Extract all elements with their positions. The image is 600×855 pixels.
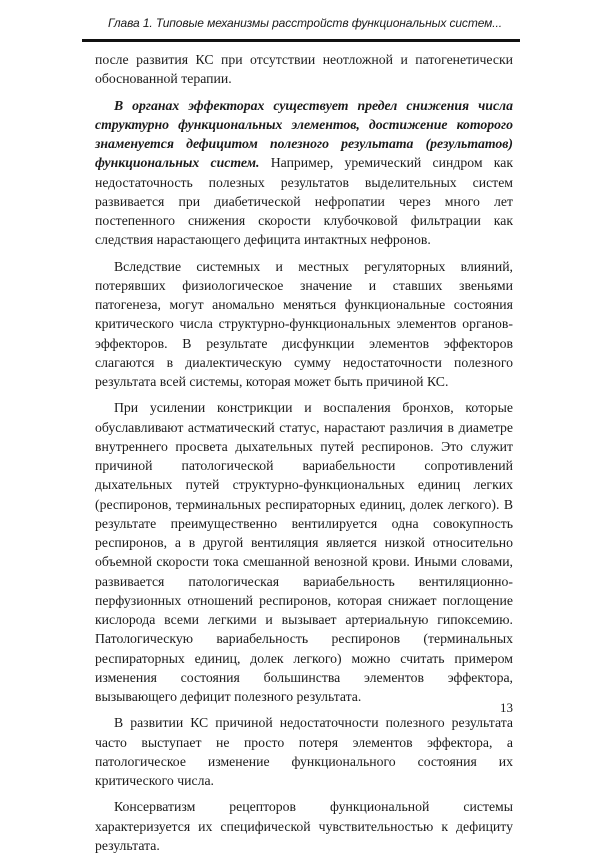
- chapter-label: Глава 1: [107, 16, 150, 30]
- paragraph-4-text: При усилении констрикции и воспаления бронхов, которые обуславливают астматический статус, нарастают различия в диаметре внутреннего просвета дыхательных путей респиронов. Это служит причиной патологической вариабельности сопротивлений дыхательных путей структурно-функциональных единиц легких (респиронов, терминальных респираторных единиц, долек легкого). В результате преимущественно вентилируется одна совокупность респиронов, а в другой вентиляция является низкой относительно объемной скорости тока смешанной венозной крови. Иными словами, развивается патологическая вариабельность вентиляционно-перфузионных отношений респиронов, которая снижает поглощение кислорода всеми легкими и вызывает артериальную гипоксемию. Патологическую вариабельность респиронов (терминальных респираторных единиц, долек легкого) можно считать примером изменения состояния большинства элементов эффектора, вызывающего дефицит полезного результата.: [95, 400, 513, 704]
- paragraph-3-text: Вследствие системных и местных регуляторных влияний, потерявших физиологическое значение и ставших звеньями патогенеза, могут аномально меняться функциональные состояния критического числа структурно-функциональных элементов органов-эффекторов. В результате дисфункции элементов эффекторов слагаются в диалектическую сумму недостаточности полезного результата всей системы, которая может быть причиной КС.: [95, 258, 513, 389]
- paragraph-5: [95, 713, 513, 790]
- paragraph-2-text: Например, уремический синдром как недостаточность полезных результатов выделительных систем развивается при диабетической нефропатии через много лет постепенного снижения скорости клубочковой фильтрации как следствия нарастающего дефицита интактных нефронов.: [95, 155, 514, 248]
- paragraph-2-emphasis: В органах эффекторах существует предел снижения числа структурно функциональных элементов, достижение которого знаменуется дефицитом полезного результата (результатов) функциональных систем.: [95, 97, 513, 171]
- paragraph-1-text: после развития КС при отсутствии неотложной и патогенетически обоснованной терапии.: [95, 52, 513, 87]
- paragraph-6: [95, 797, 513, 855]
- paragraph-1: [95, 50, 513, 89]
- paragraph-6-text: Консерватизм рецепторов функциональной системы характеризуется их специфической чувствительностью к дефициту результата.: [95, 799, 513, 853]
- page-number: 13: [500, 700, 513, 715]
- paragraph-5-text: В развитии КС причиной недостаточности полезного результата часто выступает не просто потеря элементов эффектора, а патологическое изменение функционального состояния их критического числа.: [95, 715, 513, 788]
- running-header: [108, 16, 502, 30]
- body-text: [95, 50, 513, 855]
- chapter-title: . Типовые механизмы расстройств функциональных систем...: [149, 16, 502, 30]
- paragraph-2: [95, 96, 513, 250]
- paragraph-3: [95, 257, 513, 392]
- header-rule: [82, 39, 520, 42]
- paragraph-4: [95, 398, 513, 706]
